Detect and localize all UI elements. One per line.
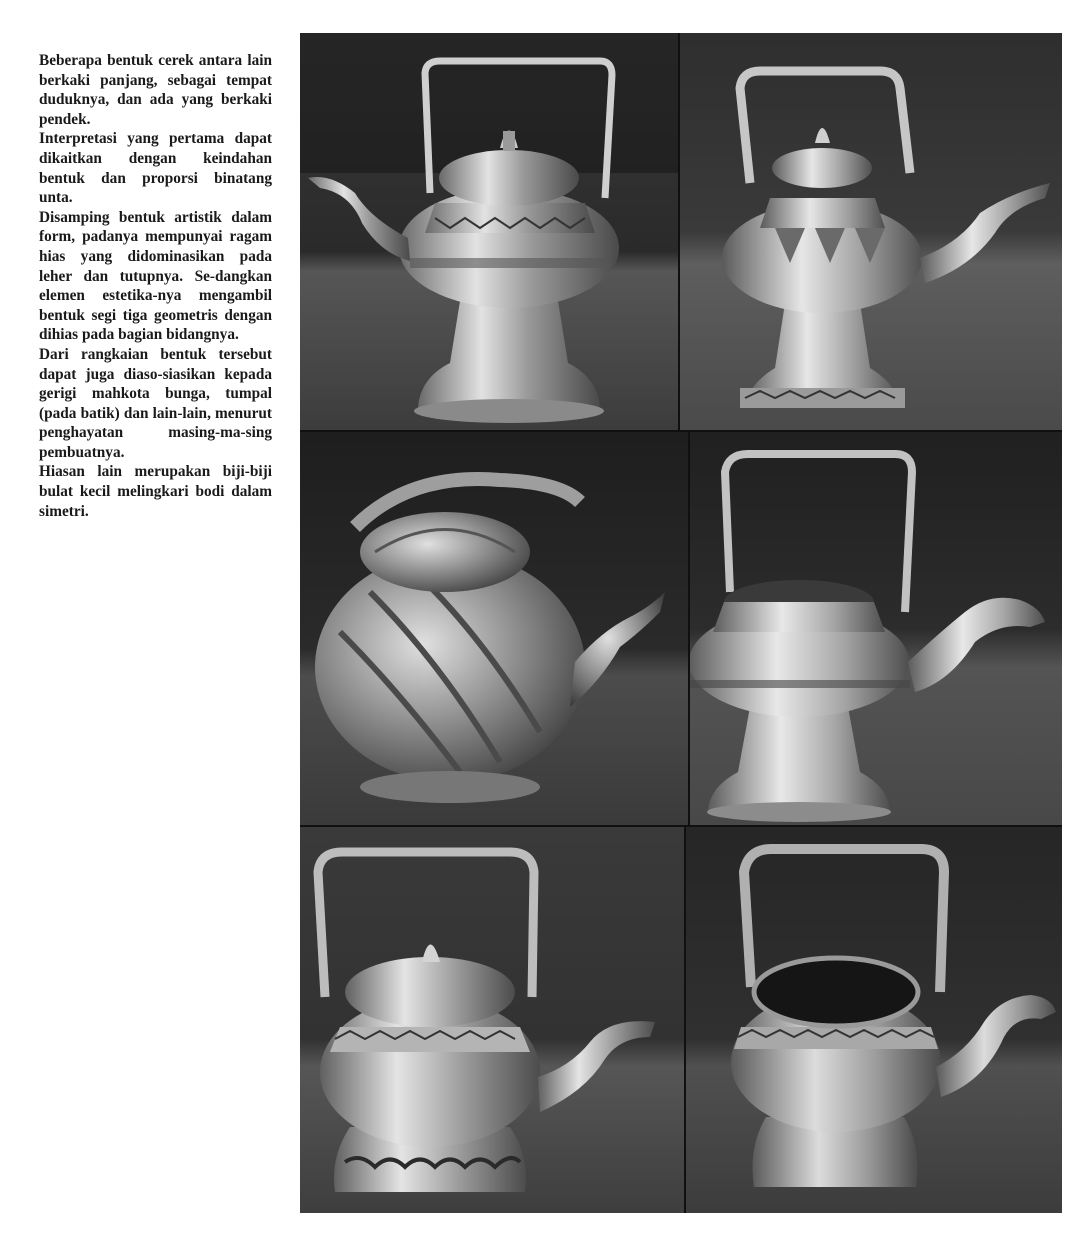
kettle-photo-5 — [300, 827, 684, 1213]
paragraph-2: Interpretasi yang pertama dapat dikaitkan dengan keindahan bentuk dan proporsi binatang unta. — [39, 130, 272, 207]
paragraph-4: Dari rangkaian bentuk tersebut dapat juga diaso-siasikan kepada gerigi mahkota bunga, tumpal (pada batik) dan lain-lain, menurut penghayatan masing-ma-sing pembuatnya. — [39, 345, 272, 461]
paragraph-3: Disamping bentuk artistik dalam form, padanya mempunyai ragam hias yang didominasikan pada leher dan tutupnya. Se-dangkan elemen estetika-nya mengambil bentuk segi tiga geometris dengan dihias pada bagian bidangnya. — [39, 208, 272, 344]
kettle-round-swirl-image — [300, 432, 688, 825]
kettle-photo-1 — [300, 33, 678, 430]
kettle-photo-4 — [690, 432, 1062, 825]
kettle-photo-6 — [686, 827, 1062, 1213]
kettle-open-top-image — [686, 827, 1062, 1213]
kettle-triangle-motif-image — [680, 33, 1062, 430]
paragraph-1: Beberapa bentuk cerek antara lain berkaki panjang, sebagai tempat duduknya, dan ada yang berkaki pendek. — [39, 52, 272, 128]
kettle-footed-spout-right-image — [690, 432, 1062, 825]
description-text — [39, 51, 272, 521]
kettle-openwork-foot-image — [300, 827, 684, 1213]
kettle-tall-foot-spout-left-image — [300, 33, 678, 430]
kettle-photo-3 — [300, 432, 688, 825]
kettle-photo-2 — [680, 33, 1062, 430]
paragraph-5: Hiasan lain merupakan biji-biji bulat kecil melingkari bodi dalam simetri. — [39, 463, 272, 520]
kettle-photo-grid — [300, 33, 1062, 1213]
